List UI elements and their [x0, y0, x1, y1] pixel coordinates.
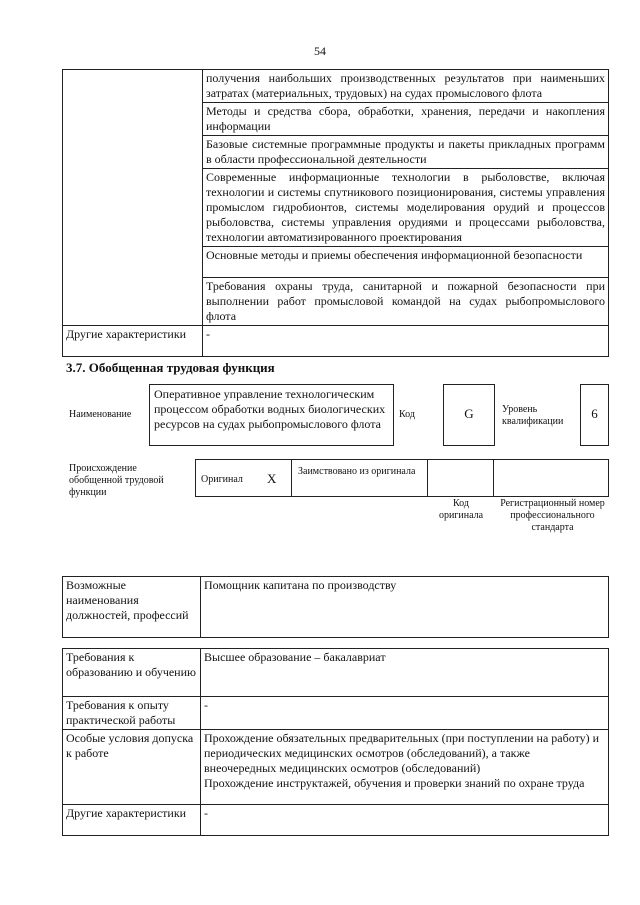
table-cell: Методы и средства сбора, обработки, хранения, передачи и накопления информации	[203, 103, 609, 136]
origin-box	[195, 459, 609, 497]
level-label: Уровень квалификации	[502, 404, 564, 427]
other-label: Другие характеристики	[63, 326, 203, 357]
positions-label: Возможные наименования должностей, профессий	[63, 577, 201, 638]
table-row	[63, 697, 609, 730]
req-value: -	[201, 805, 609, 836]
table-label-cell	[63, 70, 203, 326]
req-label: Особые условия допуска к работе	[63, 730, 201, 805]
original-label: Оригинал	[201, 474, 243, 485]
req-value	[201, 730, 609, 805]
req-paragraph: Прохождение обязательных предварительных (при поступлении на работу) и периодических медицинских осмотров (обследований), а также внеочередных медицинских осмотров (обследований)	[204, 731, 600, 775]
req-label: Требования к опыту практической работы	[63, 697, 201, 730]
code-value: G	[443, 384, 495, 446]
table-row	[63, 326, 609, 357]
requirements-table	[62, 648, 609, 836]
reg-caption: Регистрационный номер профессионального стандарта	[500, 498, 605, 533]
origin-label: Происхождение обобщенной трудовой функции	[69, 463, 164, 498]
table-cell: Основные методы и приемы обеспечения информационной безопасности	[203, 247, 609, 278]
section-heading: 3.7. Обобщенная трудовая функция	[66, 360, 275, 375]
table-row	[63, 805, 609, 836]
other-value: -	[203, 326, 609, 357]
table-row	[63, 70, 609, 103]
req-paragraph: Прохождение инструктажей, обучения и проверки знаний по охране труда	[204, 776, 585, 790]
divider	[427, 459, 428, 497]
req-value: Высшее образование – бакалавриат	[201, 649, 609, 697]
divider	[291, 459, 292, 497]
table-row	[63, 577, 609, 638]
borrowed-label: Заимствовано из оригинала	[298, 466, 416, 477]
code-caption: Код оригинала	[438, 498, 484, 521]
name-value: Оперативное управление технологическим процессом обработки водных биологических ресурсов на судах рыбопромыслового флота	[149, 384, 394, 446]
table-cell: Базовые системные программные продукты и пакеты прикладных программ в области профессиональной деятельности	[203, 136, 609, 169]
table-cell: Требования охраны труда, санитарной и пожарной безопасности при выполнении работ промысловой командой на судах рыбопромыслового флота	[203, 278, 609, 326]
original-mark: X	[267, 471, 277, 486]
page-number: 54	[314, 44, 326, 58]
positions-table	[62, 576, 609, 638]
positions-value: Помощник капитана по производству	[201, 577, 609, 638]
req-value: -	[201, 697, 609, 730]
req-label: Другие характеристики	[63, 805, 201, 836]
code-label: Код	[399, 409, 415, 420]
knowledge-table	[62, 69, 609, 357]
level-value: 6	[580, 384, 609, 446]
req-label: Требования к образованию и обучению	[63, 649, 201, 697]
table-cell: получения наибольших производственных результатов при наименьших затратах (материальных, трудовых) на судах промыслового флота	[203, 70, 609, 103]
table-row	[63, 649, 609, 697]
table-cell: Современные информационные технологии в рыболовстве, включая технологии и системы спутникового позиционирования, системы управления промыслом гидробионтов, системы моделирования орудий и процессов рыболовства, системы управления орудиями и процессами рыболовства, технологии автоматизированного проектирования	[203, 169, 609, 247]
table-row	[63, 730, 609, 805]
name-label: Наименование	[69, 409, 132, 420]
divider	[493, 459, 494, 497]
